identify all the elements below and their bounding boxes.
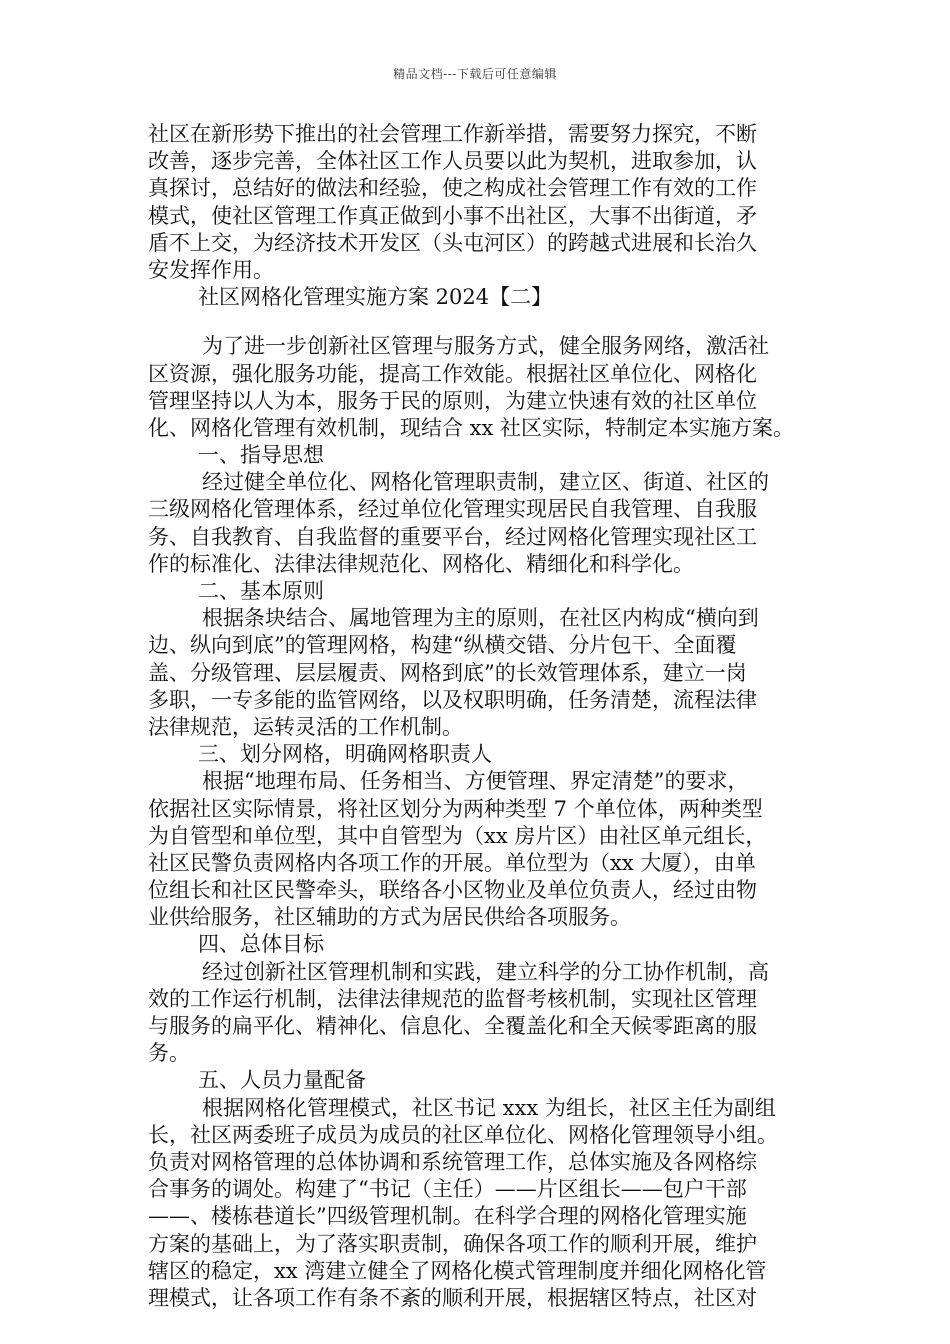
text-line: 为了进一步创新社区管理与服务方式，健全服务网络，激活社 <box>202 334 769 359</box>
text-line: 社区民警负责网格内各项工作的开展。单位型为（xx 大厦），由单 <box>148 850 756 875</box>
paragraph-spacer <box>148 311 808 333</box>
section-heading: 社区网格化管理实施方案 2024【二】 <box>198 285 553 310</box>
text-line: 盾不上交，为经济技术开发区（头屯河区）的跨越式进展和长治久 <box>148 230 757 255</box>
text-line: 真探讨，总结好的做法和经验，使之构成社会管理工作有效的工作 <box>148 176 757 201</box>
text-line: 效的工作运行机制，法律法律规范的监督考核机制，实现社区管理 <box>148 986 757 1011</box>
text-line: 位组长和社区民警牵头，联络各小区物业及单位负责人，经过由物 <box>148 878 757 903</box>
text-line: 改善，逐步完善，全体社区工作人员要以此为契机，进取参加，认 <box>148 149 757 174</box>
section-heading: 二、基本原则 <box>198 579 324 603</box>
text-line: 区资源，强化服务功能，提高工作效能。根据社区单位化、网格化 <box>148 361 757 386</box>
text-line: 作的标准化、法律法律规范化、网格化、精细化和科学化。 <box>148 551 694 576</box>
text-line: 化、网格化管理有效机制，现结合 xx 社区实际，特制定本实施方案。 <box>148 415 795 440</box>
text-line: 方案的基础上，为了落实职责制，确保各项工作的顺利开展，维护 <box>148 1231 757 1256</box>
text-line: 合事务的调处。构建了“书记（主任）——片区组长——包户干部 <box>148 1177 747 1202</box>
section-heading: 四、总体目标 <box>198 932 324 957</box>
text-line: 依据社区实际情景，将社区划分为两种类型 7 个单位体，两种类型 <box>148 796 763 821</box>
text-line: 长，社区两委班子成员为成员的社区单位化、网格化管理领导小组。 <box>148 1122 778 1147</box>
text-line: 三级网格化管理体系，经过单位化管理实现居民自我管理、自我服 <box>148 497 757 522</box>
section-heading: 一、指导思想 <box>198 443 324 468</box>
text-line: 负责对网格管理的总体协调和系统管理工作，总体实施及各网格综 <box>148 1149 757 1174</box>
text-line: 社区在新形势下推出的社会管理工作新举措，需要努力探究，不断 <box>148 122 757 146</box>
text-line: 法律规范，运转灵活的工作机制。 <box>148 714 463 739</box>
text-line: 经过创新社区管理机制和实践，建立科学的分工协作机制，高 <box>202 959 769 984</box>
text-line: 根据网格化管理模式，社区书记 xxx 为组长，社区主任为副组 <box>202 1095 776 1120</box>
text-line: 多职，一专多能的监管网络，以及权职明确，任务清楚，流程法律 <box>148 687 757 712</box>
text-line: ——、楼栋巷道长”四级管理机制。在科学合理的网格化管理实施 <box>148 1204 747 1229</box>
text-line: 业供给服务，社区辅助的方式为居民供给各项服务。 <box>148 905 631 930</box>
text-line: 根据“地理布局、任务相当、方便管理、界定清楚”的要求， <box>202 769 749 794</box>
section-heading: 五、人员力量配备 <box>198 1068 366 1093</box>
section-heading: 三、划分网格，明确网格职责人 <box>198 742 492 767</box>
text-line: 务。 <box>148 1041 190 1066</box>
document-body <box>148 121 808 1312</box>
text-line: 管理坚持以人为本，服务于民的原则，为建立快速有效的社区单位 <box>148 388 757 413</box>
text-line: 经过健全单位化、网格化管理职责制，建立区、街道、社区的 <box>202 470 769 495</box>
text-line: 理模式，让各项工作有条不紊的顺利开展，根据辖区特点，社区对 <box>148 1285 757 1310</box>
text-line: 盖、分级管理、层层履责、网格到底”的长效管理体系，建立一岗 <box>148 660 747 685</box>
text-line: 为自管型和单位型，其中自管型为（xx 房片区）由社区单元组长， <box>148 823 767 848</box>
text-line: 安发挥作用。 <box>148 257 274 282</box>
text-line: 辖区的稳定，xx 湾建立健全了网格化模式管理制度并细化网格化管 <box>148 1258 767 1283</box>
text-line: 务、自我教育、自我监督的重要平台，经过网格化管理实现社区工 <box>148 524 757 549</box>
text-line: 根据条块结合、属地管理为主的原则，在社区内构成“横向到 <box>202 606 759 631</box>
text-line: 模式，使社区管理工作真正做到小事不出社区，大事不出街道，矛 <box>148 203 757 228</box>
text-line: 与服务的扁平化、精神化、信息化、全覆盖化和全天候零距离的服 <box>148 1014 757 1038</box>
page-header: 精品文档---下载后可任意编辑 <box>393 67 557 81</box>
text-line: 边、纵向到底”的管理网格，构建“纵横交错、分片包干、全面覆 <box>148 633 737 658</box>
